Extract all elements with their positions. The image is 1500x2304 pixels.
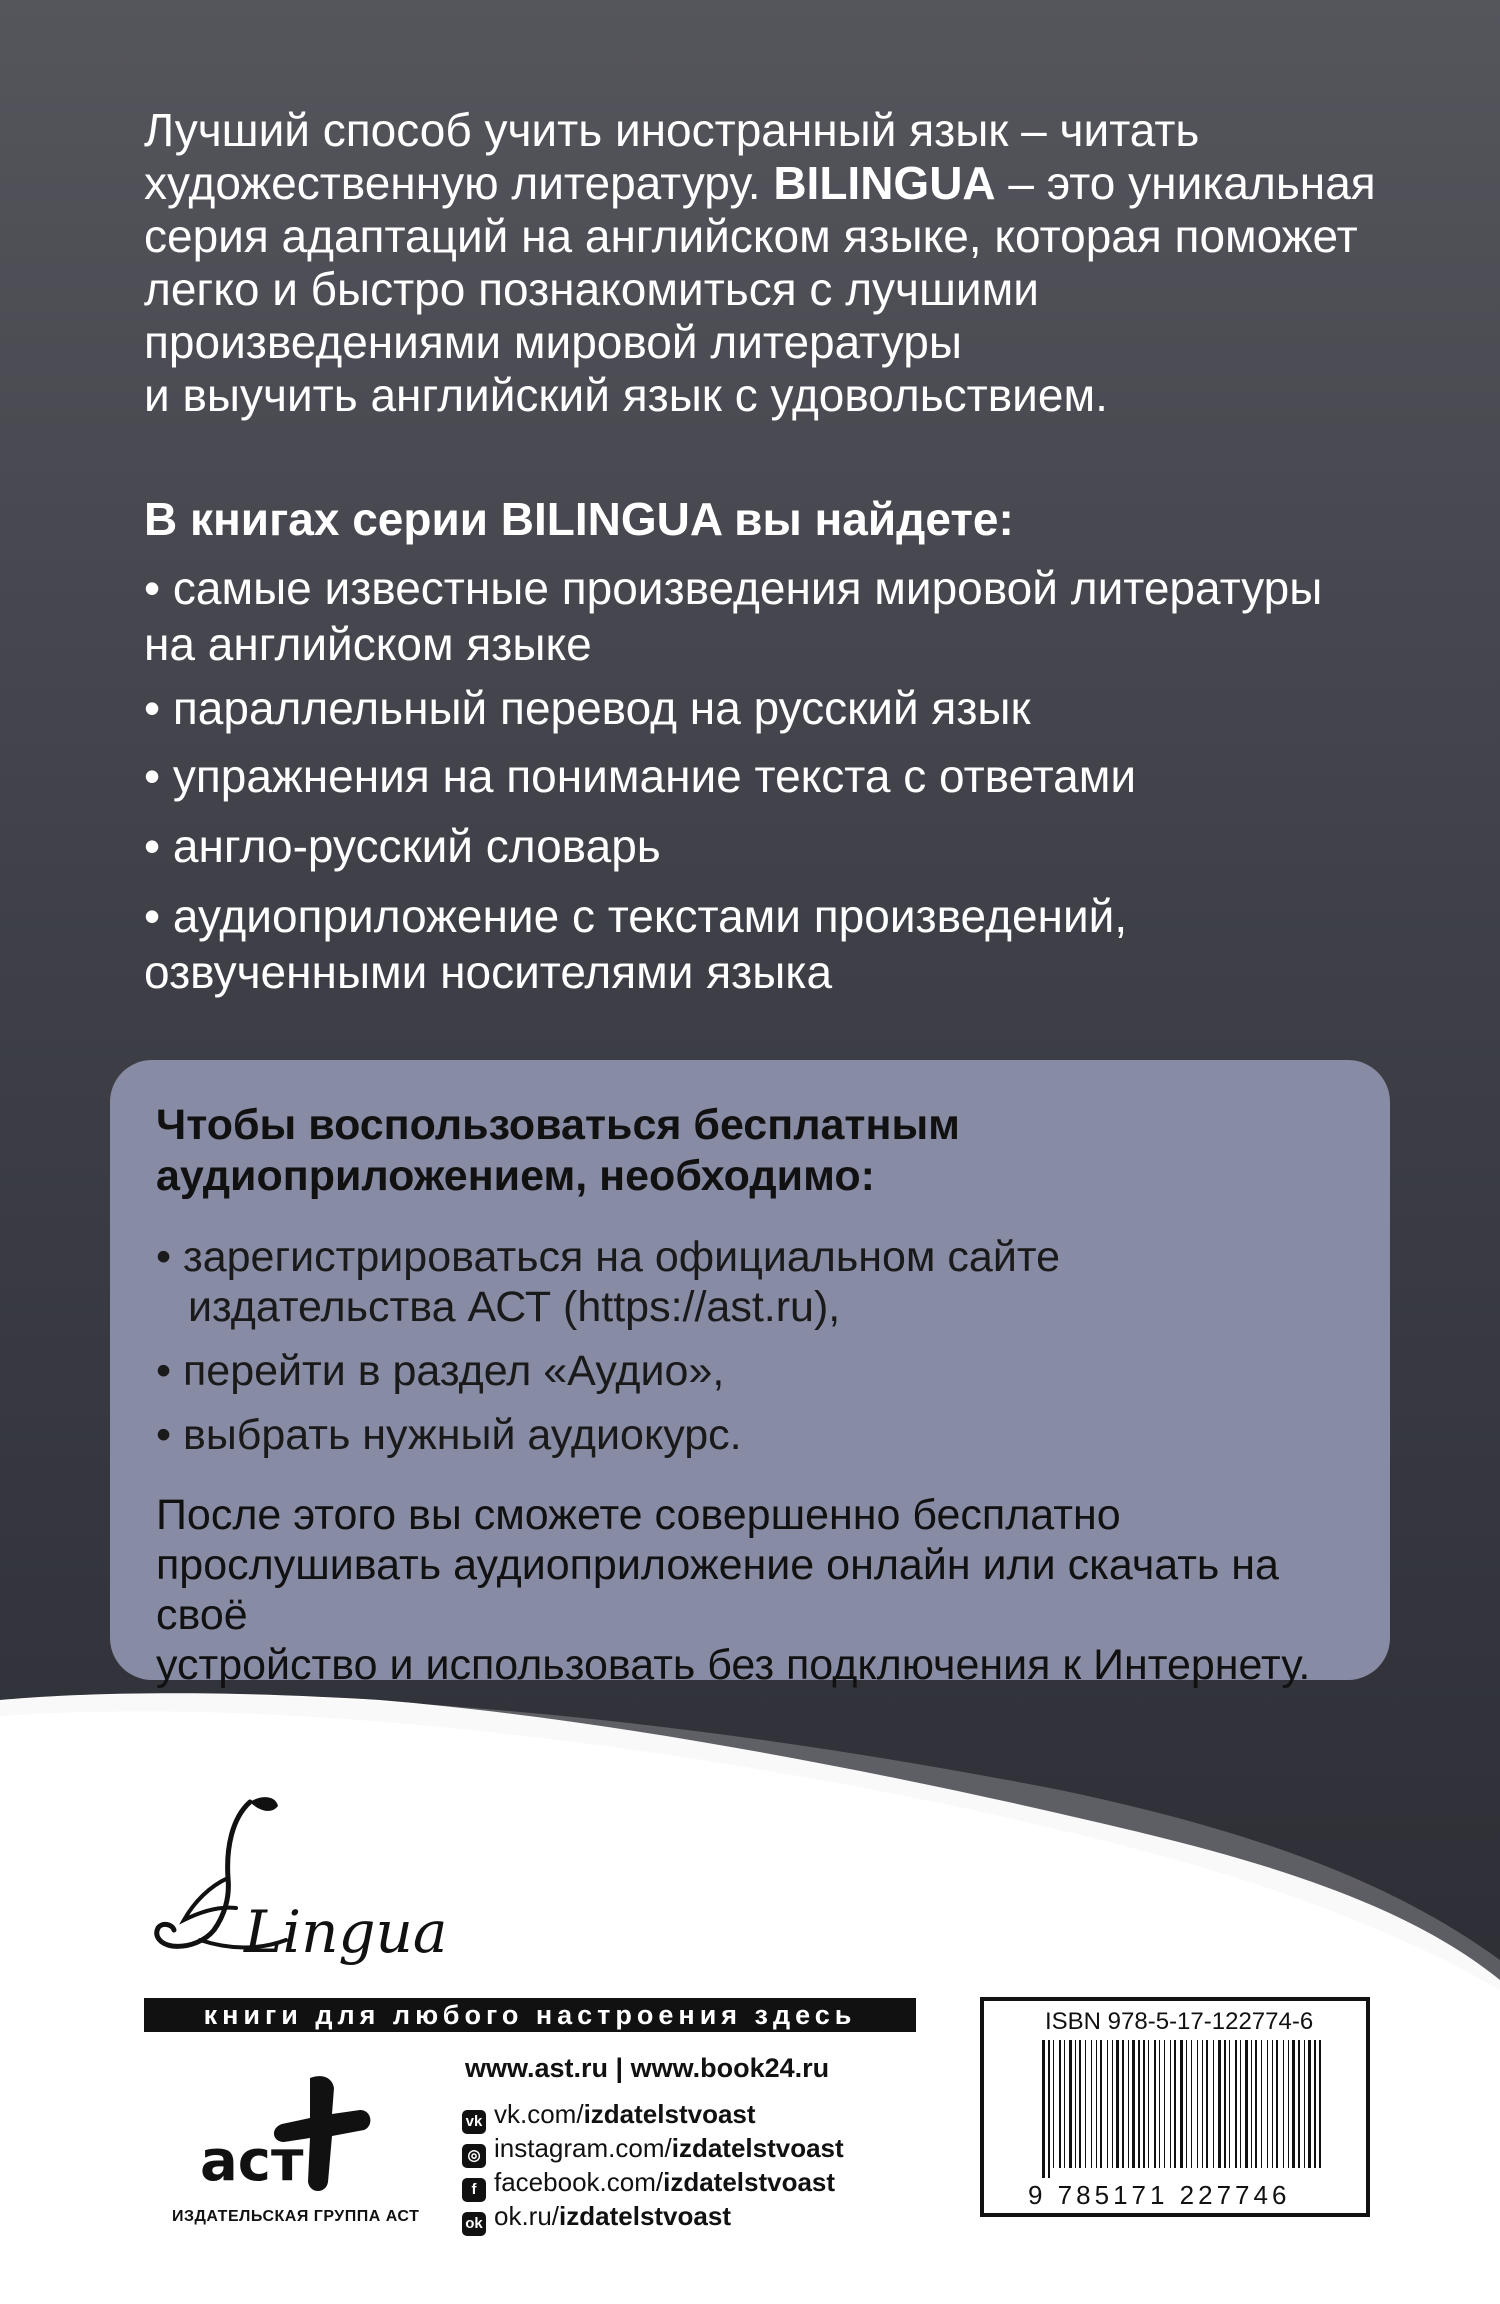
barcode-bar bbox=[1319, 2040, 1321, 2168]
audio-step bbox=[156, 1410, 742, 1460]
intro-line-2-end: – это уникальная bbox=[995, 157, 1376, 209]
feature-item-4-line-1: • англо-русский словарь bbox=[144, 820, 661, 872]
audio-step-2-line-1: • перейти в раздел «Аудио», bbox=[156, 1347, 725, 1395]
social-link-facebook[interactable] bbox=[462, 2165, 835, 2202]
barcode-bar bbox=[1091, 2040, 1092, 2168]
barcode-bar bbox=[1064, 2040, 1065, 2168]
social-handle: izdatelstvoast bbox=[671, 2133, 844, 2163]
facebook-icon: f bbox=[462, 2178, 486, 2202]
intro-line-1: Лучший способ учить иностранный язык – читать bbox=[144, 104, 1200, 156]
social-handle: izdatelstvoast bbox=[583, 2099, 756, 2129]
feature-item-5-line-2: озвученными носителями языка bbox=[144, 946, 833, 998]
feature-item-5-line-1: • аудиоприложение с текстами произведений, bbox=[144, 890, 1128, 942]
feature-item-1-line-2: на английском языке bbox=[144, 618, 592, 670]
barcode-bar bbox=[1096, 2040, 1097, 2168]
audio-panel-title-line-1: Чтобы воспользоваться бесплатным bbox=[156, 1101, 960, 1149]
social-handle: izdatelstvoast bbox=[663, 2167, 836, 2197]
barcode-bar bbox=[1180, 2040, 1183, 2168]
barcode-bar bbox=[1154, 2040, 1156, 2168]
feature-item-2-line-1: • параллельный перевод на русский язык bbox=[144, 682, 1031, 734]
feature-item bbox=[144, 680, 1444, 736]
barcode-bar bbox=[1229, 2040, 1230, 2168]
ast-logo-text: аст bbox=[200, 2129, 304, 2194]
barcode-bar bbox=[1255, 2040, 1257, 2168]
barcode-bar bbox=[1298, 2040, 1300, 2168]
audio-step-3-line-1: • выбрать нужный аудиокурс. bbox=[156, 1411, 742, 1459]
barcode-bar bbox=[1116, 2040, 1119, 2168]
odnoklassniki-icon: ok bbox=[462, 2212, 486, 2236]
barcode-bar bbox=[1272, 2040, 1273, 2168]
barcode-bar bbox=[1218, 2040, 1221, 2168]
audio-panel-title bbox=[156, 1100, 1356, 1202]
feature-item-1-line-1: • самые известные произведения мировой литературы bbox=[144, 562, 1323, 614]
barcode-bar bbox=[1053, 2040, 1054, 2168]
lingua-logo bbox=[140, 1790, 448, 1980]
barcode-bar bbox=[1085, 2040, 1086, 2168]
barcode-bar bbox=[1164, 2040, 1165, 2168]
barcode-digits: 9 785171 227746 bbox=[1028, 2180, 1291, 2210]
barcode-bar bbox=[1224, 2040, 1226, 2168]
audio-step-1-line-1: • зарегистрироваться на официальном сайте bbox=[156, 1233, 1060, 1281]
barcode-bar bbox=[1107, 2040, 1108, 2168]
barcode-bar bbox=[1079, 2040, 1081, 2168]
barcode-bar bbox=[1075, 2040, 1076, 2168]
social-prefix: ok.ru/ bbox=[494, 2201, 560, 2231]
barcode-bar bbox=[1267, 2040, 1268, 2168]
lingua-logo-text: Lingua bbox=[244, 1898, 448, 1966]
feature-item bbox=[144, 818, 1444, 874]
barcode-bar bbox=[1240, 2040, 1241, 2168]
barcode-bar bbox=[1048, 2040, 1050, 2178]
isbn-number: ISBN 978-5-17-122774-6 bbox=[1045, 2008, 1314, 2035]
intro-line-2-start: художественную литературу. bbox=[144, 157, 774, 209]
audio-step-1-line-2: издательства АСТ (https://ast.ru), bbox=[188, 1283, 841, 1331]
instagram-icon: ◎ bbox=[462, 2144, 486, 2168]
barcode-bar bbox=[1100, 2040, 1102, 2168]
barcode-bar bbox=[1288, 2040, 1289, 2168]
social-prefix: facebook.com/ bbox=[494, 2167, 664, 2197]
barcode-bar bbox=[1174, 2040, 1176, 2168]
barcode-bar bbox=[1202, 2040, 1203, 2168]
audio-step bbox=[156, 1346, 724, 1396]
barcode-bar bbox=[1292, 2040, 1295, 2168]
barcode-bar bbox=[1304, 2040, 1305, 2168]
barcode-bar bbox=[1128, 2040, 1129, 2168]
barcode-bar bbox=[1308, 2040, 1311, 2168]
audio-panel-note bbox=[156, 1490, 1376, 1690]
barcode-bar bbox=[1206, 2040, 1208, 2168]
vk-icon: vk bbox=[462, 2110, 486, 2134]
barcode-bar bbox=[1148, 2040, 1149, 2168]
barcode-bar bbox=[1170, 2040, 1171, 2168]
audio-note-line-2: прослушивать аудиоприложение онлайн или скачать на своё bbox=[156, 1541, 1279, 1639]
audio-step bbox=[156, 1232, 1060, 1332]
barcode-bar bbox=[1283, 2040, 1284, 2168]
barcode-bar bbox=[1143, 2040, 1145, 2168]
barcode-bar bbox=[1245, 2040, 1248, 2168]
publisher-name: ИЗДАТЕЛЬСКАЯ ГРУППА АСТ bbox=[172, 2208, 420, 2225]
intro-line-6: и выучить английский язык с удовольствием. bbox=[144, 369, 1108, 421]
feature-item-3-line-1: • упражнения на понимание текста с ответами bbox=[144, 750, 1137, 802]
feature-item bbox=[144, 888, 1444, 1000]
barcode-bar bbox=[1042, 2040, 1045, 2178]
barcode-bar bbox=[1138, 2040, 1140, 2168]
barcode-bar bbox=[1235, 2040, 1237, 2168]
brand-name: BILINGUA bbox=[773, 157, 996, 209]
tagline-banner: книги для любого настроения здесь bbox=[144, 1998, 916, 2032]
social-handle: izdatelstvoast bbox=[559, 2201, 731, 2231]
audio-note-line-1: После этого вы сможете совершенно бесплатно bbox=[156, 1491, 1121, 1539]
intro-line-5: произведениями мировой литературы bbox=[144, 316, 962, 368]
barcode-bar bbox=[1276, 2040, 1278, 2168]
feature-item bbox=[144, 748, 1444, 804]
barcode-bar bbox=[1112, 2040, 1113, 2168]
social-link-odnoklassniki[interactable] bbox=[462, 2199, 731, 2236]
social-link-vk[interactable] bbox=[462, 2097, 756, 2134]
barcode-bar bbox=[1314, 2040, 1316, 2168]
barcode-graphic bbox=[1038, 2040, 1328, 2178]
barcode-bar bbox=[1122, 2040, 1124, 2168]
barcode-bar bbox=[1213, 2040, 1214, 2168]
social-prefix: instagram.com/ bbox=[494, 2133, 672, 2163]
ast-logo bbox=[160, 2070, 390, 2200]
barcode-bar bbox=[1186, 2040, 1187, 2168]
barcode-bar bbox=[1191, 2040, 1192, 2168]
barcode-bar bbox=[1261, 2040, 1262, 2168]
audio-note-line-3: устройство и использовать без подключения к Интернету. bbox=[156, 1641, 1311, 1689]
barcode-bar bbox=[1132, 2040, 1135, 2168]
social-link-instagram[interactable] bbox=[462, 2131, 844, 2168]
intro-line-2 bbox=[144, 157, 1444, 210]
feature-item bbox=[144, 560, 1444, 672]
barcode-bar bbox=[1059, 2040, 1061, 2168]
barcode-bar bbox=[1069, 2040, 1072, 2168]
barcode-bar bbox=[1159, 2040, 1160, 2168]
intro-line-4: легко и быстро познакомиться с лучшими bbox=[144, 263, 1039, 315]
intro-paragraph bbox=[144, 104, 1444, 422]
website-links[interactable]: www.ast.ru | www.book24.ru bbox=[465, 2053, 830, 2083]
audio-panel-title-line-2: аудиоприложением, необходимо: bbox=[156, 1152, 875, 1200]
social-prefix: vk.com/ bbox=[494, 2099, 584, 2129]
features-heading: В книгах серии BILINGUA вы найдете: bbox=[144, 493, 1014, 545]
intro-line-3: серия адаптаций на английском языке, которая поможет bbox=[144, 210, 1358, 262]
barcode-bar bbox=[1251, 2040, 1252, 2168]
barcode-bar bbox=[1197, 2040, 1198, 2168]
